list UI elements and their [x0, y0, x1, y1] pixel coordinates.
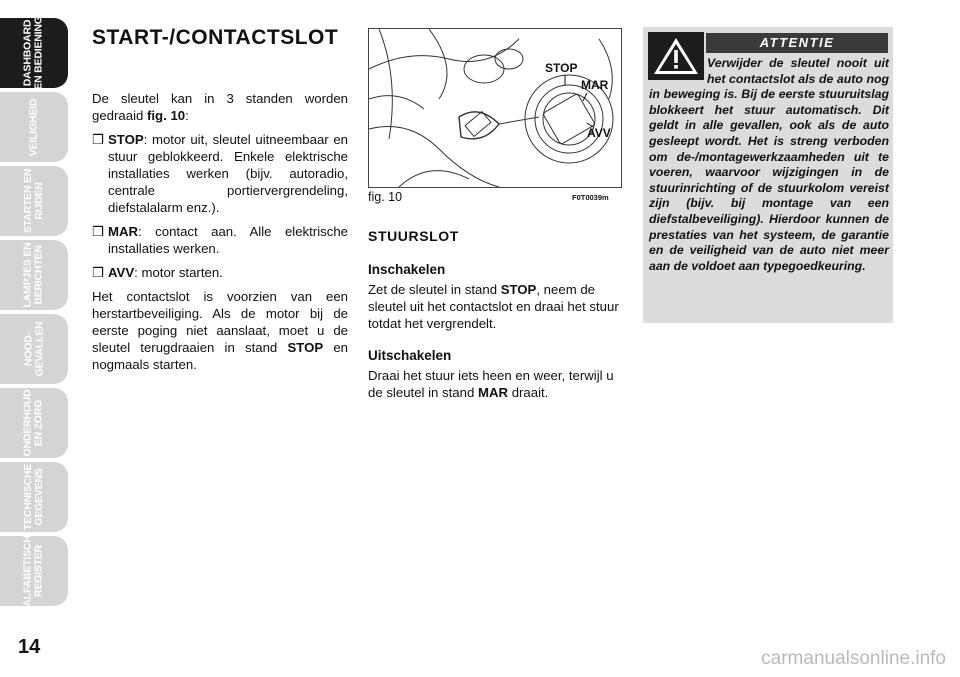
engage-key: STOP [500, 282, 537, 297]
tab-noodgevallen[interactable] [0, 314, 68, 384]
ignition-lock-illustration [369, 29, 621, 187]
ignition-section [92, 26, 348, 380]
warning-title: ATTENTIE [706, 33, 888, 53]
release-key: MAR [477, 385, 509, 400]
tab-label: LAMPJES EN BERICHTEN [21, 242, 45, 308]
page-title: START-/CONTACTSLOT [92, 26, 339, 49]
item-text: : motor starten. [134, 265, 223, 280]
warning-text: Verwijder de sleutel nooit uit het contactslot als de auto nog in beweging is. Bij de eerste stuuruitslag blokkeert het stuur automatisch. Dit geldt in alle gevallen, ook als de auto gesleept wordt. Het is streng verboden om de-/montagewerkzaamheden uit te voeren, waarvoor wijzigingen in de stuurinrichting of de stuurkolom vereist zijn (bijv. bij montage van een diefstalbeveiliging). Hierdoor kunnen de prestaties van het systeem, de garantie en de veiligheid van de auto niet meer aan de voldoet aan typegoedkeuring. [649, 56, 889, 273]
closing-paragraph [92, 288, 348, 373]
checkbox-bullet-icon: ❒ [92, 224, 104, 239]
intro-paragraph [92, 90, 348, 124]
tab-label: ALFABETISCH REGISTER [22, 535, 45, 607]
item-key: AVV [108, 265, 135, 280]
closing-text: Het contactslot is voorzien van een herstartbeveiliging. Als de motor bij de eerste poging niet aanslaat, moet u de sleutel terugdraaien in stand [92, 289, 348, 355]
item-key: STOP [108, 132, 144, 147]
engage-heading: Inschakelen [368, 262, 446, 277]
item-key: MAR [108, 224, 139, 239]
tab-label: TECHNISCHE GEGEVENS [21, 463, 45, 531]
item-text: : motor uit, sleutel uitneembaar en stuur geblokkeerd. Enkele elektrische installaties werken (bijv. autoradio, centrale portiervergrendeling, diefstalalarm enz.). [108, 132, 348, 215]
label-avv: AVV [587, 126, 611, 140]
tab-onderhoud[interactable] [0, 388, 68, 458]
tab-dashboard[interactable] [0, 18, 68, 88]
warning-box [643, 27, 893, 323]
figure-label: fig. 10 [368, 190, 403, 204]
tab-starten[interactable] [0, 166, 68, 236]
tab-label: ONDERHOUD EN ZORG [21, 389, 45, 457]
tab-label: STARTEN EN RIJDEN [22, 168, 45, 234]
tab-lampjes[interactable] [0, 240, 68, 310]
engage-text: Zet de sleutel in stand [368, 282, 501, 297]
tab-register[interactable] [0, 536, 68, 606]
list-item [92, 131, 348, 216]
tab-label: NOOD- GEVALLEN [21, 321, 45, 377]
figure-code: F0T0039m [572, 193, 609, 202]
page-number: 14 [18, 636, 41, 658]
tab-veiligheid[interactable] [0, 92, 68, 162]
closing-key: STOP [287, 340, 324, 355]
intro-text: De sleutel kan in 3 standen worden gedraaid [92, 91, 348, 123]
engage-text-end: , neem de sleutel uit het contactslot en draai het stuur totdat het vergrendelt. [368, 282, 619, 331]
item-text: : contact aan. Alle elektrische installaties werken. [108, 224, 348, 256]
intro-colon: : [185, 108, 189, 123]
release-paragraph [368, 367, 620, 401]
ignition-figure [368, 28, 622, 188]
engage-paragraph [368, 281, 620, 332]
figure-reference: fig. 10 [147, 108, 186, 123]
list-item [92, 264, 348, 281]
release-heading: Uitschakelen [368, 348, 452, 363]
label-mar: MAR [581, 78, 609, 92]
release-text-end: draait. [508, 385, 549, 400]
steering-lock-section [368, 228, 620, 417]
tab-label: VEILIGHEID [27, 98, 40, 156]
watermark: carmanualsonline.info [761, 648, 946, 669]
chapter-tabs [0, 18, 72, 610]
closing-text-end: en nogmaals starten. [92, 340, 348, 372]
checkbox-bullet-icon: ❒ [92, 265, 104, 280]
list-item [92, 223, 348, 257]
steering-lock-heading: STUURSLOT [368, 228, 459, 244]
tab-label: DASHBOARD EN BEDIENING [22, 16, 46, 90]
label-stop: STOP [545, 61, 578, 75]
tab-technische[interactable] [0, 462, 68, 532]
checkbox-bullet-icon: ❒ [92, 132, 104, 147]
release-text: Draai het stuur iets heen en weer, terwijl u de sleutel in stand [368, 368, 614, 400]
